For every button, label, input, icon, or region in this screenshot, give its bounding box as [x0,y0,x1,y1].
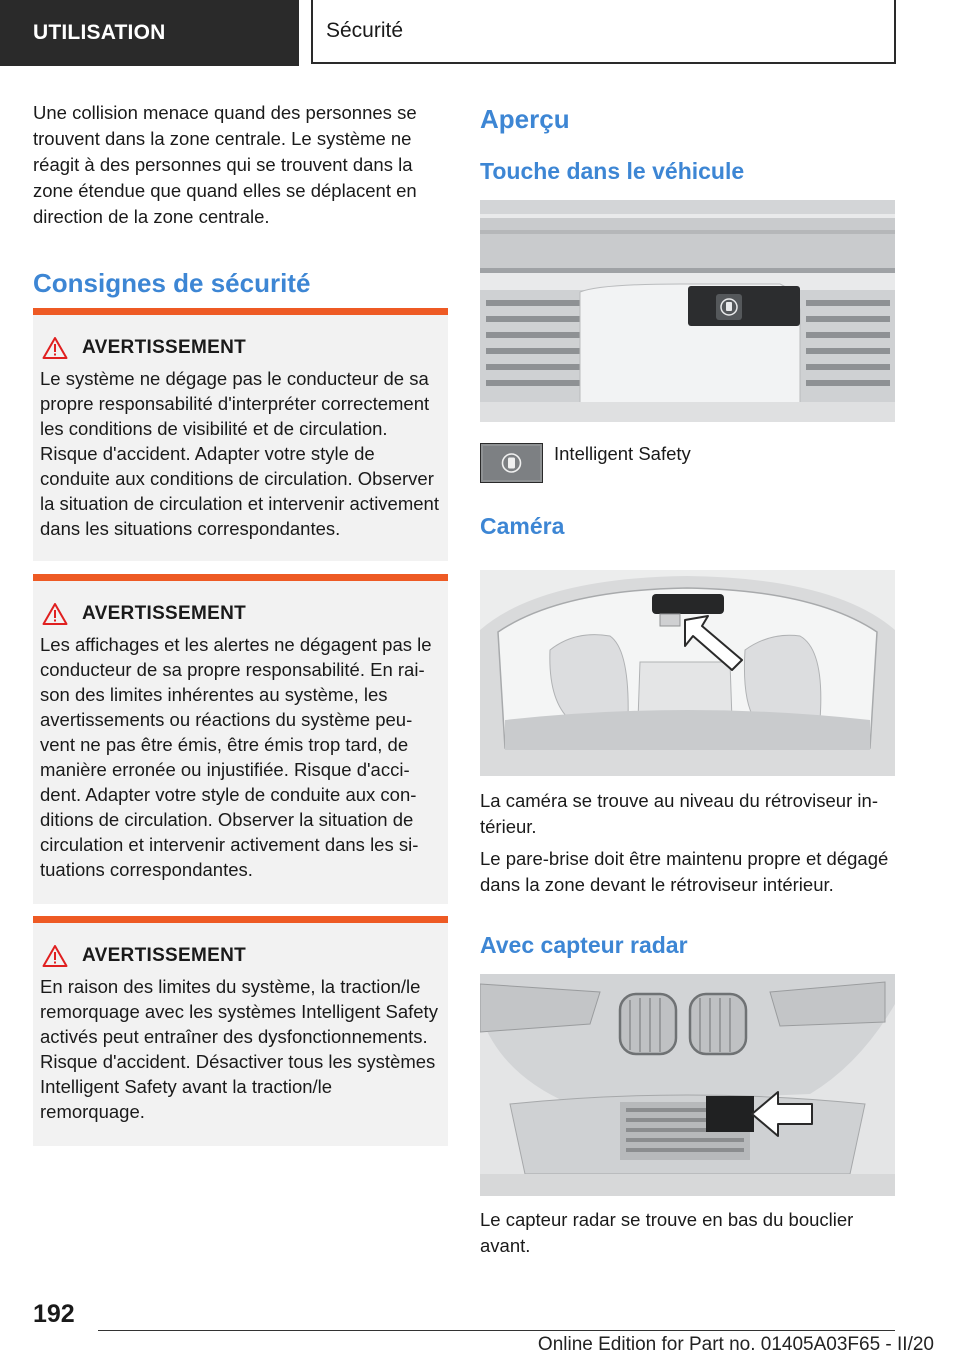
warning-title: AVERTISSEMENT [82,337,247,358]
page-header [0,0,960,66]
left-column [33,100,448,299]
section-title: UTILISATION [0,0,299,66]
intro-paragraph: Une collision menace quand des personnes se trouvent dans la zone centrale. Le système ne réagit à des personnes qui se trouvent dans la zone étendue que quand elles se déplacent en direction de la zone centrale. [33,102,417,227]
page-number: 192 [33,1300,75,1328]
overview-heading: Aperçu [480,104,570,134]
footer-divider [98,1330,895,1331]
button-heading: Touche dans le véhicule [480,158,745,184]
chapter-title: Sécurité [311,0,896,64]
warning-text: Les affichages et les alertes ne dégagent pas le conducteur de sa propre responsabilité. En raison des limites inhérentes au système, les avertissements ou réactions du système peuvent ne pas être émis, être émis trop tard, de manière erronée ou injustifiée. Risque d'accident. Adapter votre style de conduite aux conditions de circulation. Observer la situation de circulation et intervenir activement dans les situations correspondantes. [40,634,432,880]
camera-interior-illustration [480,570,895,776]
warning-box-3 [33,916,448,1146]
intelligent-safety-icon [480,443,543,483]
dashboard-button-illustration [480,200,895,422]
edition-info: Online Edition for Part no. 01405A03F65 - II/20 [537,1334,934,1355]
radar-sensor-illustration [480,974,895,1196]
warning-text: Le système ne dégage pas le conducteur de sa propre responsabilité d'interpréter correctement les conditions de visibilité et de circulation. Risque d'accident. Adapter votre style de conduite aux conditions de circulation. Observer la situation de circulation et intervenir activement dans les situations correspondantes. [40,368,439,539]
warning-triangle-icon [42,944,68,968]
intelligent-safety-label: Intelligent Safety [554,443,691,464]
warning-triangle-icon [42,602,68,626]
warning-triangle-icon [42,336,68,360]
safety-heading: Consignes de sécurité [33,268,311,298]
camera-heading: Caméra [480,513,565,539]
warning-text: En raison des limites du système, la traction/le remorquage avec les systèmes Intelligent Safety activés peut entraîner des dysfonctionnements. Risque d'accident. Désactiver tous les systèmes Intelligent Safety avant la traction/le remorquage. [40,976,438,1122]
warning-title: AVERTISSEMENT [82,603,247,624]
warning-box-1 [33,308,448,561]
camera-text-1: La caméra se trouve au niveau du rétroviseur intérieur. [480,790,878,837]
warning-title: AVERTISSEMENT [82,945,247,966]
radar-heading: Avec capteur radar [480,932,688,958]
radar-text: Le capteur radar se trouve en bas du bouclier avant. [480,1209,854,1256]
camera-text-2: Le pare-brise doit être maintenu propre et dégagé dans la zone devant le rétroviseur intérieur. [480,848,889,895]
warning-box-2 [33,574,448,904]
